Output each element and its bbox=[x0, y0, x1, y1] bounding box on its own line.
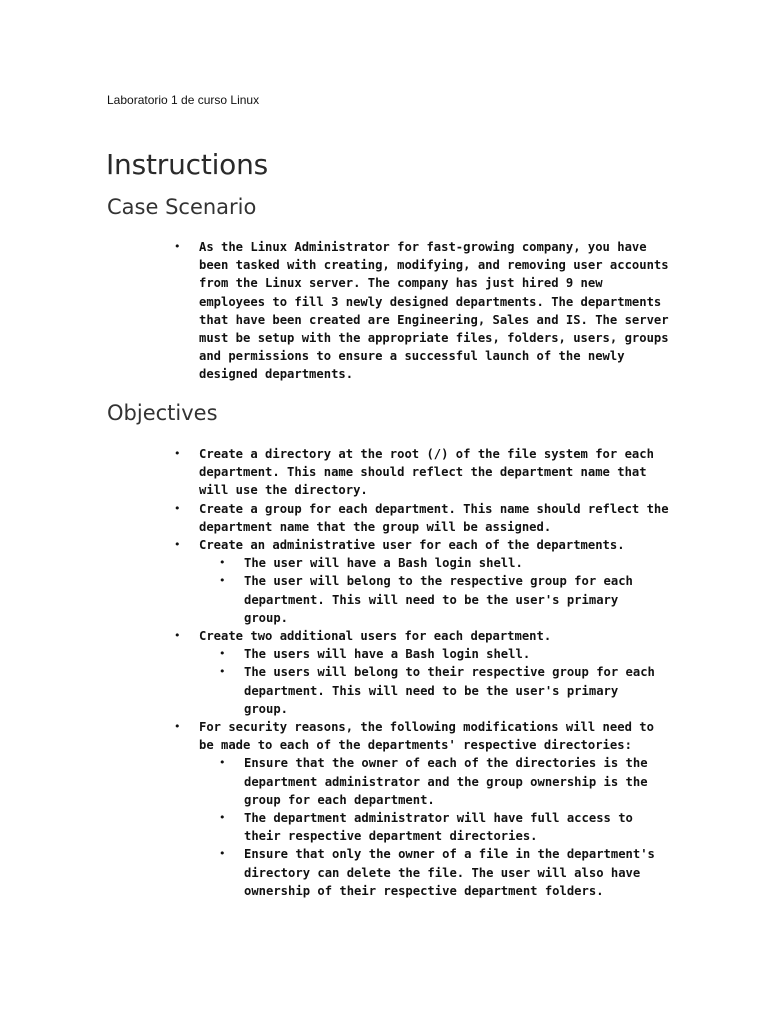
objective-text: • Create a group for each department. This name should reflect the department name that the group will be assigned. bbox=[199, 501, 669, 534]
objective-subitem bbox=[244, 845, 669, 900]
case-scenario-heading: Case Scenario bbox=[107, 195, 257, 219]
objective-subitem-text: • The users will belong to their respective group for each department. This will need to be the user's primary group. bbox=[244, 665, 655, 716]
objective-item bbox=[199, 627, 669, 718]
objectives-heading: Objectives bbox=[107, 401, 218, 425]
objective-subitem-text: • Ensure that only the owner of a file in the department's directory can delete the file. The user will also have ownership of their respective department folders. bbox=[244, 847, 655, 898]
objective-subitem bbox=[244, 754, 669, 809]
objective-item bbox=[199, 718, 669, 900]
page-title: Instructions bbox=[106, 148, 269, 181]
objective-sublist bbox=[199, 554, 669, 627]
document-header: Laboratorio 1 de curso Linux bbox=[107, 93, 260, 107]
objective-subitem-text: • Ensure that the owner of each of the directories is the department administrator and the group ownership is the group for each department. bbox=[244, 756, 648, 807]
objective-sublist bbox=[199, 645, 669, 718]
objective-subitem bbox=[244, 572, 669, 627]
case-scenario-item bbox=[199, 238, 669, 384]
objective-item bbox=[199, 445, 669, 500]
case-scenario-list bbox=[199, 238, 669, 384]
objective-subitem-text: • The users will have a Bash login shell. bbox=[244, 647, 531, 662]
objective-subitem-text: • The department administrator will have full access to their respective department directories. bbox=[244, 811, 633, 844]
case-scenario-text: • As the Linux Administrator for fast-growing company, you have been tasked with creating, modifying, and removing user accounts from the Linux server. The company has just hired 9 new employees to fill 3 newly designed departments. The departments that have been created are Engineering, Sales and IS. The server must be setup with the appropriate files, folders, users, groups and permissions to ensure a successful launch of the newly designed departments. bbox=[199, 240, 669, 382]
objective-subitem bbox=[244, 645, 669, 663]
objective-item bbox=[199, 500, 669, 536]
objective-text: • Create two additional users for each department. bbox=[199, 629, 552, 644]
objective-subitem bbox=[244, 809, 669, 845]
objective-subitem-text: • The user will have a Bash login shell. bbox=[244, 556, 523, 571]
objective-text: • Create a directory at the root (/) of the file system for each department. This name should reflect the department name that will use the directory. bbox=[199, 447, 654, 498]
objective-subitem bbox=[244, 663, 669, 718]
objective-text: • Create an administrative user for each of the departments. bbox=[199, 538, 625, 553]
objective-text: • For security reasons, the following modifications will need to be made to each of the departments' respective directories: bbox=[199, 720, 654, 753]
objective-item bbox=[199, 536, 669, 627]
objectives-list bbox=[199, 445, 669, 900]
objective-sublist bbox=[199, 754, 669, 900]
objective-subitem bbox=[244, 554, 669, 572]
objective-subitem-text: • The user will belong to the respective group for each department. This will need to be the user's primary group. bbox=[244, 574, 633, 625]
